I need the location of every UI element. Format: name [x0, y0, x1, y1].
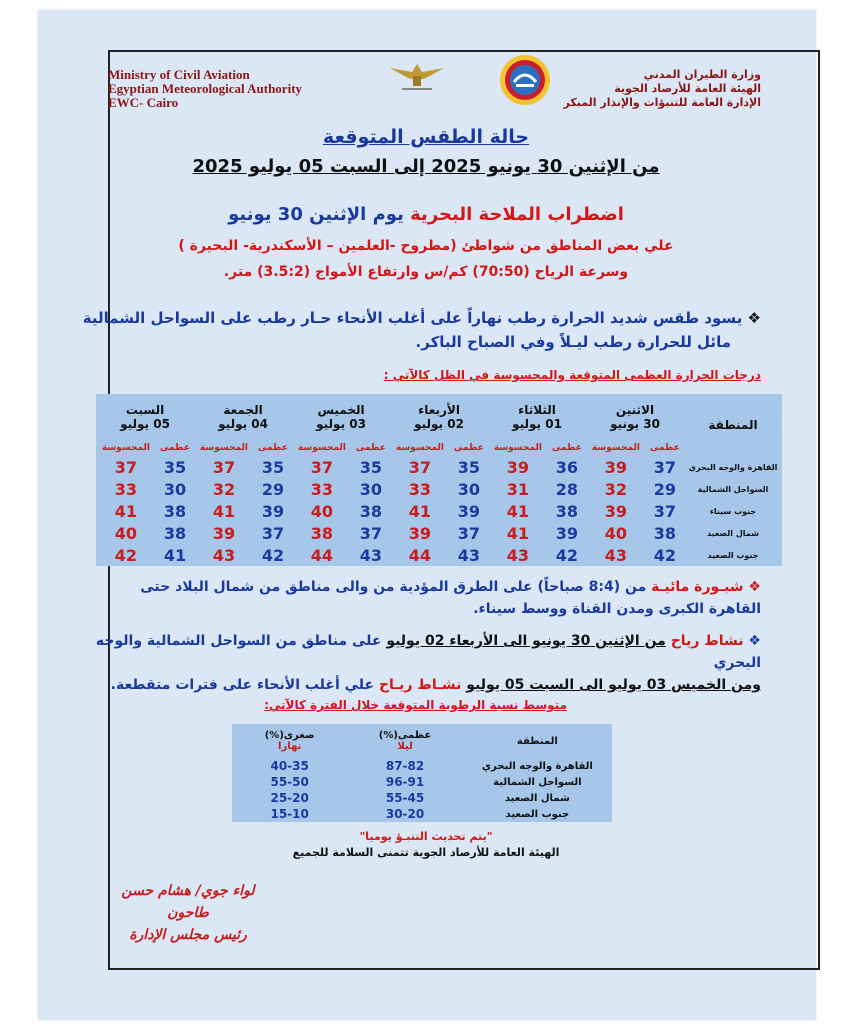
humidity-min-cell: 15-10 [270, 807, 309, 821]
doc-title: حالة الطقس المتوقعة [322, 126, 530, 148]
feel-subheader: المحسوسة [199, 443, 248, 453]
wind-paragraph [71, 630, 761, 696]
authority-ar: الهيئة العامة للأرصاد الجوية [614, 82, 761, 95]
humidity-max-cell: 55-45 [385, 791, 425, 805]
feel-temp-cell: 39 [506, 457, 530, 477]
marine-headline [75, 204, 777, 225]
feel-subheader: المحسوسة [493, 443, 542, 453]
humidity-min-cell: 40-35 [270, 759, 309, 773]
max-temp-cell: 39 [457, 501, 481, 521]
humidity-row [232, 806, 612, 822]
fog-text-1: من (8:4 صباحاً) على الطرق المؤدية من والى مناطق من شمال البلاد حتى [140, 579, 647, 595]
humidity-max-cell: 96-91 [385, 775, 425, 789]
feel-temp-cell: 38 [310, 523, 334, 543]
day-header: الخميس 03 يوليو [316, 403, 366, 431]
max-temp-cell: 43 [359, 545, 383, 565]
max-subheader: عظمى [551, 443, 582, 453]
feel-temp-cell: 33 [114, 479, 138, 499]
wind-text-2: علي أغلب الأنحاء على فترات متقطعة. [110, 677, 375, 693]
humidity-min-cell: 55-50 [270, 775, 309, 789]
marine-headline-red: اضطراب الملاحة البحرية [410, 204, 624, 225]
humidity-max-header: عظمى(%) ليلا [378, 730, 432, 752]
max-temp-cell: 43 [457, 545, 481, 565]
feel-temp-cell: 44 [310, 545, 334, 565]
max-temp-cell: 35 [359, 457, 383, 477]
max-temp-cell: 29 [653, 479, 677, 499]
max-temp-cell: 30 [359, 479, 383, 499]
humidity-row [232, 774, 612, 790]
max-temp-cell: 37 [653, 501, 677, 521]
humidity-row [232, 758, 612, 774]
feel-temp-cell: 33 [408, 479, 432, 499]
day-header: الجمعة 04 يوليو [218, 403, 268, 431]
max-temp-cell: 37 [653, 457, 677, 477]
feel-temp-cell: 43 [506, 545, 530, 565]
feel-temp-cell: 40 [310, 501, 334, 521]
max-subheader: عظمى [159, 443, 190, 453]
max-temp-cell: 37 [261, 523, 285, 543]
region-cell: شمال الصعيد [707, 528, 759, 538]
forecast-period: من الإثنين 30 يونيو 2025 إلى السبت 05 يوليو 2025 [192, 156, 660, 177]
max-temp-cell: 30 [163, 479, 187, 499]
feel-temp-cell: 39 [604, 501, 628, 521]
max-temp-cell: 42 [261, 545, 285, 565]
feel-temp-cell: 41 [212, 501, 236, 521]
feel-temp-cell: 37 [212, 457, 236, 477]
signatory-name: لواء جوي/ هشام حسن طاحون [121, 883, 255, 921]
humidity-region-header: المنطقة [516, 735, 558, 747]
day-header: الثلاثاء 01 يوليو [512, 403, 562, 431]
region-cell: السواحل الشمالية [697, 484, 769, 494]
humidity-region-cell: شمال الصعيد [504, 792, 570, 804]
forecast-p2: مائل للحرارة رطب ليـلاً وفي الصباح الباكر. [415, 333, 731, 351]
feel-temp-cell: 37 [408, 457, 432, 477]
max-subheader: عظمى [257, 443, 288, 453]
wind-period-1: من الإثنين 30 يونيو الى الأربعاء 02 يوليو [386, 633, 666, 649]
max-temp-cell: 37 [359, 523, 383, 543]
max-temp-cell: 35 [261, 457, 285, 477]
feel-temp-cell: 32 [604, 479, 628, 499]
feel-subheader: المحسوسة [591, 443, 640, 453]
day-header: الأربعاء 02 يوليو [414, 403, 464, 431]
max-temp-cell: 36 [555, 457, 579, 477]
region-cell: جنوب الصعيد [707, 550, 759, 560]
feel-temp-cell: 42 [114, 545, 138, 565]
marine-line2: وسرعة الرياح (70:50) كم/س وارتفاع الأمواج (3.5:2) متر. [223, 264, 629, 280]
max-temp-cell: 41 [163, 545, 187, 565]
wind-label-2: نشـاط ريـاح [378, 677, 462, 693]
center-en: EWC- Cairo [108, 95, 179, 110]
feel-temp-cell: 32 [212, 479, 236, 499]
diamond-bullet-icon: ❖ [742, 309, 761, 327]
feel-subheader: المحسوسة [297, 443, 346, 453]
humidity-min-cell: 25-20 [270, 791, 309, 805]
max-subheader: عظمى [453, 443, 484, 453]
feel-temp-cell: 40 [114, 523, 138, 543]
feel-temp-cell: 41 [506, 501, 530, 521]
max-subheader: عظمى [649, 443, 680, 453]
fog-paragraph [71, 576, 761, 620]
signatory-title: رئيس مجلس الإدارة [129, 927, 247, 943]
ministry-ar: وزارة الطيران المدني [643, 68, 761, 81]
wind-bullet-icon: ❖ [743, 633, 761, 649]
max-subheader: عظمى [355, 443, 386, 453]
wind-label: نشاط رياح [670, 633, 744, 649]
feel-subheader: المحسوسة [101, 443, 150, 453]
fog-text-2: القاهرة الكبرى ومدن القناة ووسط سيناء. [473, 601, 761, 617]
max-temp-cell: 28 [555, 479, 579, 499]
feel-temp-cell: 39 [604, 457, 628, 477]
humidity-max-cell: 87-82 [385, 759, 425, 773]
feel-temp-cell: 41 [408, 501, 432, 521]
feel-temp-cell: 31 [506, 479, 530, 499]
temperature-table [96, 394, 782, 566]
max-temp-cell: 29 [261, 479, 285, 499]
closing-note: الهيئة العامة للأرصاد الجوية تتمنى السلامة للجميع [292, 846, 560, 859]
region-cell: القاهرة والوجه البحري [688, 462, 778, 472]
update-note: "يتم تحديث التنبـؤ يوميا" [359, 830, 493, 843]
feel-temp-cell: 37 [310, 457, 334, 477]
temperature-row [96, 544, 782, 566]
feel-subheader: المحسوسة [395, 443, 444, 453]
max-temp-cell: 39 [555, 523, 579, 543]
feel-temp-cell: 43 [604, 545, 628, 565]
humidity-table [232, 724, 612, 822]
feel-temp-cell: 41 [506, 523, 530, 543]
feel-temp-cell: 39 [408, 523, 432, 543]
humidity-region-cell: القاهرة والوجه البحري [481, 760, 593, 772]
max-temp-cell: 37 [457, 523, 481, 543]
max-temp-cell: 42 [653, 545, 677, 565]
header-english [108, 68, 302, 110]
ministry-en: Ministry of Civil Aviation [108, 67, 250, 82]
temps-title: درجات الحرارة العظمى المتوقعة والمحسوسة في الظل كالآتي : [383, 368, 761, 382]
temperature-row [96, 456, 782, 478]
marine-headline-date: يوم الإثنين 30 يونيو [228, 204, 404, 225]
temperature-row [96, 500, 782, 522]
authority-en: Egyptian Meteorological Authority [108, 81, 303, 96]
humidity-title: متوسط نسبة الرطوبة المتوقعة خلال الفترة كالآتي: [264, 698, 567, 712]
humidity-max-cell: 30-20 [385, 807, 425, 821]
feel-temp-cell: 39 [212, 523, 236, 543]
max-temp-cell: 35 [163, 457, 187, 477]
humidity-region-cell: السواحل الشمالية [493, 776, 582, 788]
region-cell: جنوب سيناء [709, 506, 757, 516]
forecast-paragraph [71, 306, 761, 354]
max-temp-cell: 38 [163, 523, 187, 543]
temperature-row [96, 522, 782, 544]
max-temp-cell: 42 [555, 545, 579, 565]
eagle-logo [382, 58, 452, 102]
wind-text-1: على مناطق من السواحل الشمالية والوجه البحري [95, 633, 761, 671]
forecast-p1: يسود طقس شديد الحرارة رطب نهاراً على أغلب الأنحاء حـار رطب على السواحل الشمالية [82, 309, 743, 327]
wind-period-2: ومن الخميس 03 يوليو الى السبت 05 يوليو [466, 677, 761, 693]
feel-temp-cell: 43 [212, 545, 236, 565]
signature-block [108, 880, 268, 946]
max-temp-cell: 30 [457, 479, 481, 499]
fog-label: شبـورة مائيـة [651, 579, 744, 595]
temperature-row [96, 478, 782, 500]
max-temp-cell: 38 [653, 523, 677, 543]
max-temp-cell: 39 [261, 501, 285, 521]
center-ar: الإدارة العامة للتنبؤات والإنذار المبكر [563, 96, 761, 109]
feel-temp-cell: 41 [114, 501, 138, 521]
humidity-min-header: صغرى(%) نهارا [264, 730, 315, 752]
feel-temp-cell: 37 [114, 457, 138, 477]
max-temp-cell: 38 [555, 501, 579, 521]
day-header: السبت 05 يوليو [120, 403, 170, 431]
max-temp-cell: 38 [163, 501, 187, 521]
max-temp-cell: 38 [359, 501, 383, 521]
feel-temp-cell: 33 [310, 479, 334, 499]
region-header: المنطقة [708, 418, 758, 432]
header-arabic [564, 68, 761, 110]
feel-temp-cell: 44 [408, 545, 432, 565]
max-temp-cell: 35 [457, 457, 481, 477]
feel-temp-cell: 40 [604, 523, 628, 543]
fog-bullet-icon: ❖ [743, 579, 761, 595]
ema-logo [496, 52, 554, 112]
marine-line1: علي بعض المناطق من شواطئ (مطروح -العلمين – الأسكندرية- البحيرة ) [178, 238, 674, 254]
humidity-region-cell: جنوب الصعيد [505, 808, 570, 820]
humidity-row [232, 790, 612, 806]
day-header: الاثنين 30 يونيو [610, 403, 660, 431]
